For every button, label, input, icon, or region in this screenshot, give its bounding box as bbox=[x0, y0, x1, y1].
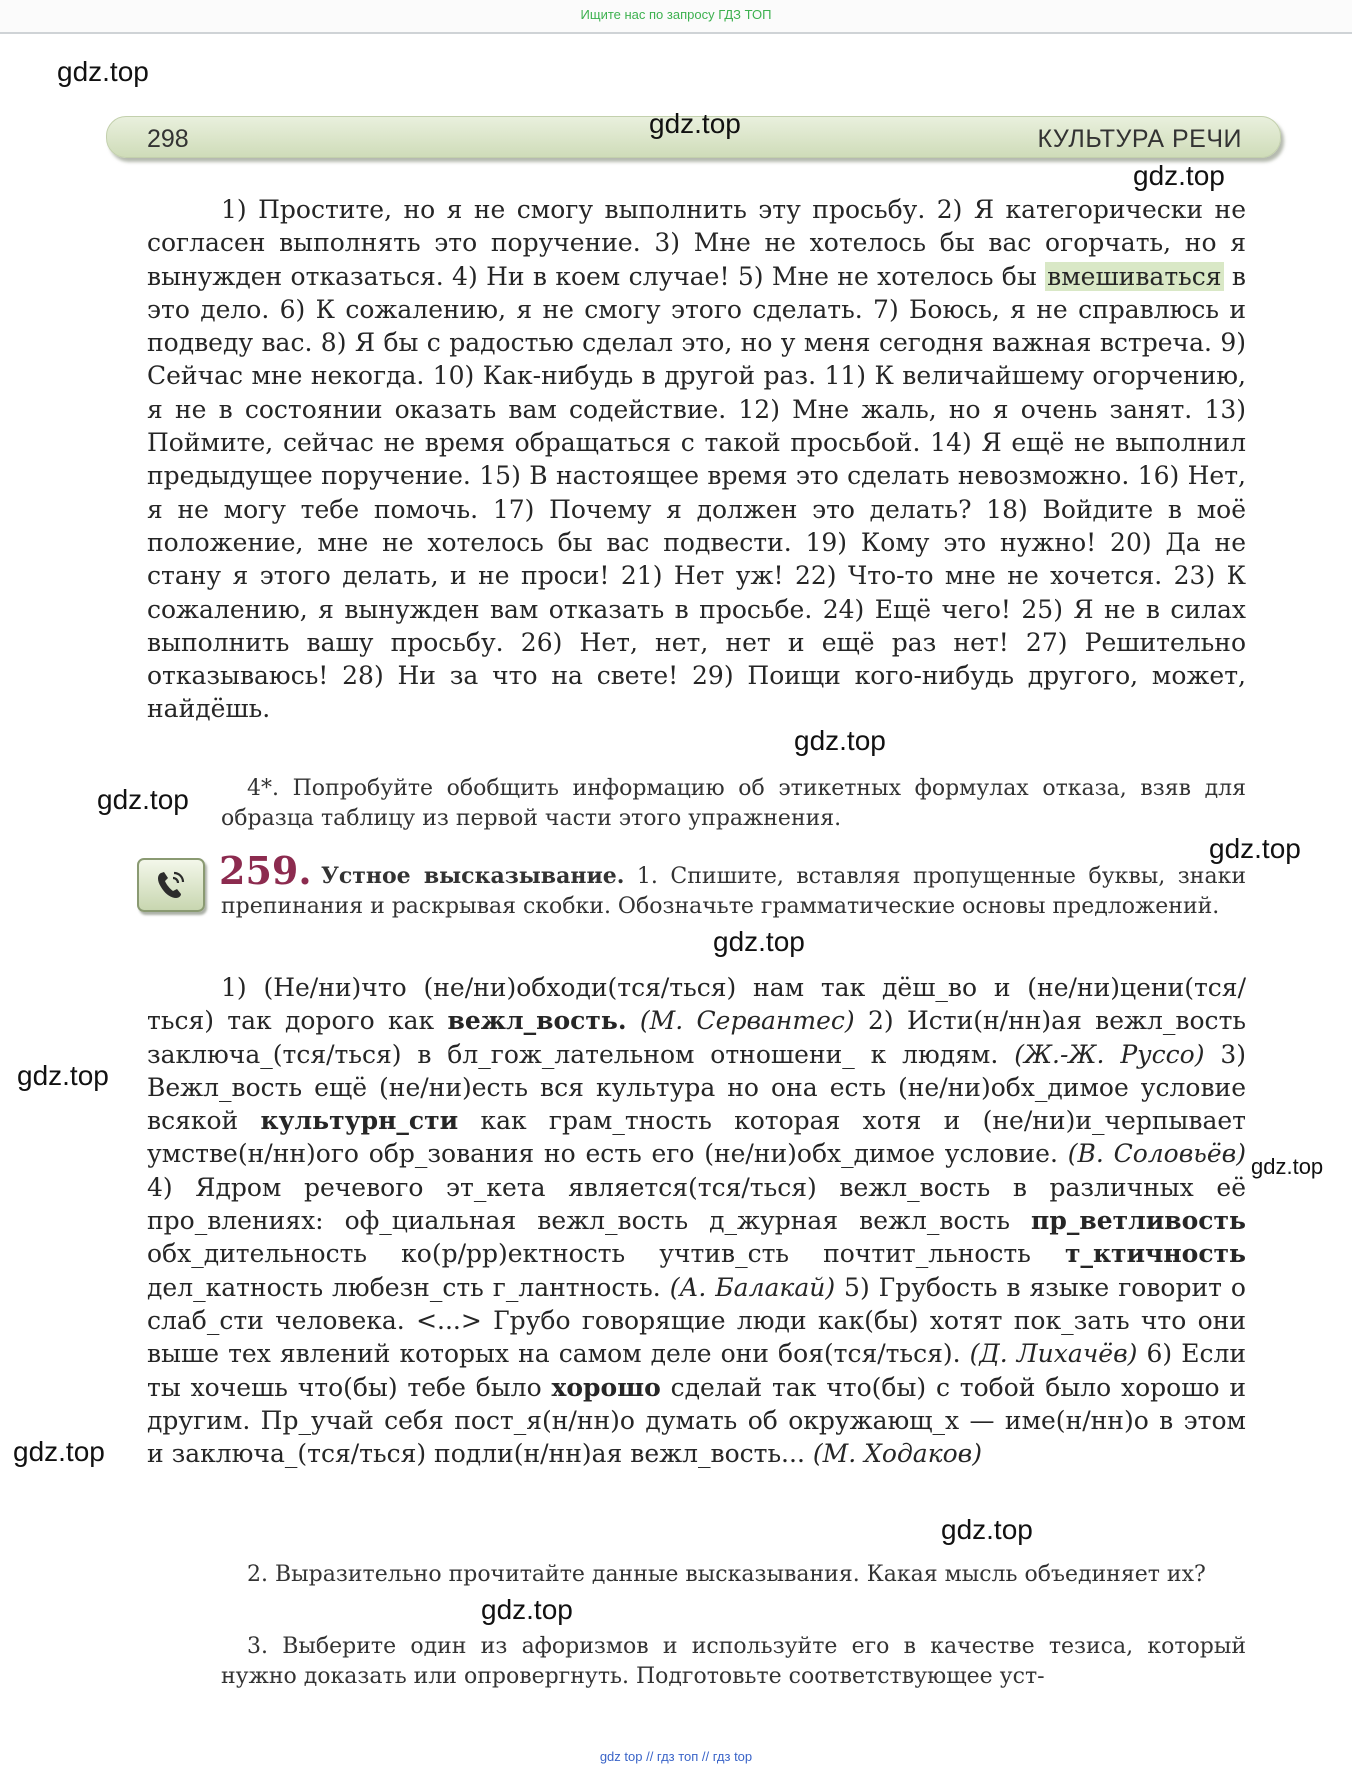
bold-word: т_ктичность bbox=[1064, 1239, 1246, 1269]
watermark: gdz.top bbox=[97, 784, 189, 815]
section-title: КУЛЬТУРА РЕЧИ bbox=[1037, 125, 1242, 153]
watermark: gdz.top bbox=[794, 725, 886, 756]
author-citation: (М. Ходаков) bbox=[812, 1439, 982, 1469]
bold-word: пр_ветливость bbox=[1031, 1206, 1246, 1236]
main-text-part: в это дело. 6) К сожалению, я не смогу этого сделать. 7) Боюсь, я не справлюсь и подведу вас. 8) Я бы с радостью сделал это, но у меня сегодня важная встреча. 9) Сейчас мне некогда. 10) Как-нибудь в другой раз. 11) К величайшему огорчению, я не в состоянии оказать вам содействие. 12) Мне жаль, но я очень занят. 13) Поймите, сейчас не время обращаться с такой просьбой. 14) Я ещё не выполнил предыдущее поручение. 15) В настоящее время это сделать невозможно. 16) Нет, я не могу тебе помочь. 17) Почему я должен это делать? 18) Войдите в моё положение, мне не хотелось бы вас подвести. 19) Кому это нужно! 20) Да не стану я этого делать, и не проси! 21) Нет уж! 22) Что-то мне не хочется. 23) К сожалению, я вынужден вам отказать в просьбе. 24) Ещё чего! 25) Я не в силах выполнить вашу просьбу. 26) Нет, нет, нет и ещё раз нет! 27) Решительно отказываюсь! 28) Ни за что на свете! 29) Поищи кого-нибудь другого, может, найдёшь. bbox=[147, 261, 1246, 724]
task-1: 1. Спишите, вставляя пропущенные буквы, знаки препинания и раскрывая скобки. Обозначьте грамматические основы предложений. bbox=[221, 864, 1246, 919]
text-segment: 4) Ядром речевого эт_кета является(тся/ться) вежл_вость в различных её про_влениях: оф_циальная вежл_вость д_журная вежл_вость bbox=[147, 1172, 1246, 1236]
task-2: 2. Выразительно прочитайте данные высказывания. Какая мысль объединяет их? bbox=[247, 1562, 1206, 1587]
page-number: 298 bbox=[147, 125, 189, 153]
watermark: gdz.top bbox=[1209, 833, 1301, 864]
top-banner-text: Ищите нас по запросу ГДЗ ТОП bbox=[580, 7, 772, 22]
watermark: gdz.top bbox=[941, 1514, 1033, 1545]
top-banner bbox=[0, 0, 1352, 34]
text-segment: 5) Грубость в языке говорит о слаб_сти человека. <...> Грубо говорящие люди как(бы) хотят пок_зать что они выше тех явлений которых на самом деле они боя(тся/ться). bbox=[147, 1272, 1246, 1369]
text-segment: 6) Если ты хочешь что(бы) тебе было bbox=[147, 1339, 1246, 1402]
author-citation: (А. Балакай) bbox=[669, 1272, 836, 1302]
text-segment: 2) Исти(н/нн)ая вежл_вость заключа_(тся/ться) в бл_гож_лательном отношени_ к людям. bbox=[147, 1006, 1247, 1069]
main-text-part: 1) Простите, но я не смогу выполнить эту просьбу. 2) Я категорически не согласен выполнять это поручение. 3) Мне не хотелось бы вас огорчать, но я вынужден отказаться. 4) Ни в коем случае! 5) Мне не хотелось бы bbox=[147, 195, 1246, 291]
author-citation: (Ж.-Ж. Руссо) bbox=[1014, 1039, 1205, 1069]
text-segment: как грам_тность которая хотя и (не/ни)и_черпывает умстве(н/нн)ого обр_зования но есть его (не/ни)обх_димое условие. bbox=[147, 1106, 1247, 1169]
watermark: gdz.top bbox=[1251, 1154, 1324, 1179]
bottom-banner: gdz top // гдз топ // гдз top bbox=[599, 1749, 753, 1764]
text-segment: дел_катность любезн_сть г_лантность. bbox=[147, 1272, 670, 1302]
oral-exercise-badge bbox=[137, 858, 205, 912]
text-segment: сделай так что(бы) с тобой было хорошо и другим. Пр_учай себя пост_я(н/нн)о думать об окружающ_х — име(н/нн)о в этом и заключа_(тся/ться) подли(н/нн)ая вежл_вость... bbox=[147, 1372, 1246, 1469]
author-citation: (М. Сервантес) bbox=[639, 1006, 855, 1036]
exercise-intro bbox=[221, 862, 1246, 921]
bold-word: культурн_сти bbox=[260, 1106, 459, 1136]
watermark: gdz.top bbox=[17, 1060, 109, 1091]
watermark: gdz.top bbox=[649, 108, 741, 139]
exercise-title: Устное высказывание. bbox=[321, 863, 625, 889]
text-segment: обх_дительность ко(р/рр)ектность учтив_сть почтит_льность bbox=[147, 1239, 1065, 1269]
watermark: gdz.top bbox=[13, 1436, 105, 1467]
phone-icon bbox=[153, 867, 189, 903]
exercise-text bbox=[147, 971, 1246, 1470]
task-3: 3. Выберите один из афоризмов и используйте его в качестве тезиса, который нужно доказать или опровергнуть. Подготовьте соответствующее уст- bbox=[221, 1634, 1246, 1689]
bold-word: вежл_вость. bbox=[447, 1006, 627, 1036]
watermark: gdz.top bbox=[57, 56, 149, 87]
task-4: 4*. Попробуйте обобщить информацию об этикетных формулах отказа, взяв для образца таблицу из первой части этого упражнения. bbox=[221, 776, 1246, 831]
watermark: gdz.top bbox=[713, 926, 805, 957]
highlighted-word: вмешиваться bbox=[1047, 261, 1222, 291]
text-segment: 3) Вежл_вость ещё (не/ни)есть вся культура но она есть (не/ни)обх_димое условие всякой bbox=[147, 1039, 1246, 1136]
text-segment: 1) (Не/ни)что (не/ни)обходи(тся/ться) нам так дёш_во и (не/ни)цени(тся/ться) так дорого как bbox=[147, 973, 1246, 1036]
author-citation: (Д. Лихачёв) bbox=[969, 1339, 1138, 1369]
watermark: gdz.top bbox=[481, 1594, 573, 1625]
exercise-number: 259. bbox=[219, 848, 312, 893]
bold-word: хорошо bbox=[551, 1372, 661, 1402]
main-text bbox=[147, 193, 1246, 726]
author-citation: (В. Соловьёв) bbox=[1067, 1139, 1246, 1169]
watermark: gdz.top bbox=[1133, 160, 1225, 191]
